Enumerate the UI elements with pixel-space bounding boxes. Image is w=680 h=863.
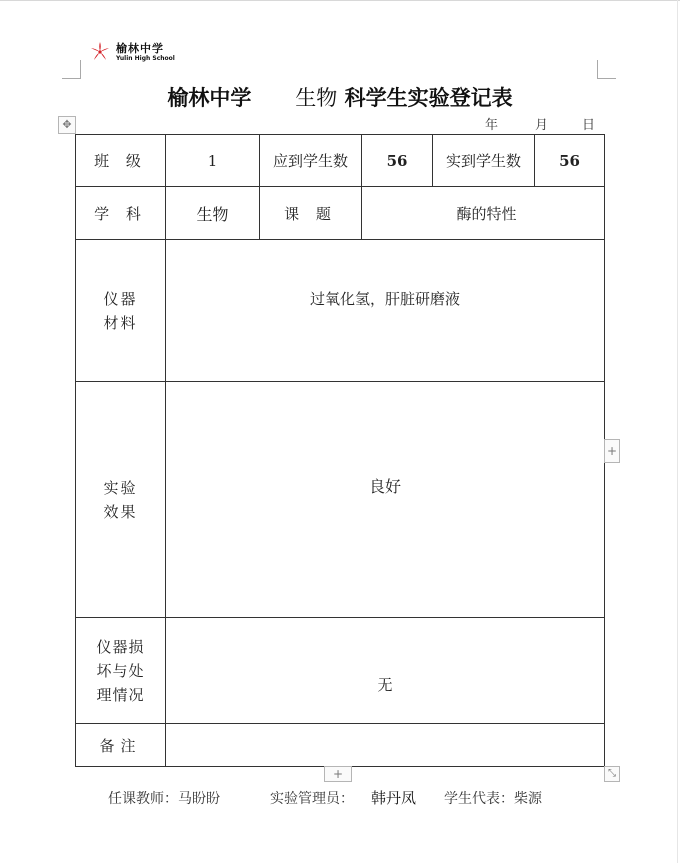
student-rep-signature: 学生代表：柴源 xyxy=(444,791,542,807)
remarks-value[interactable] xyxy=(166,724,605,767)
damage-label xyxy=(76,618,166,724)
effect-value[interactable]: 良好 xyxy=(166,382,605,618)
effect-label xyxy=(76,382,166,618)
damage-label-line-3: 理情况 xyxy=(96,685,145,704)
admin-signature-label: 实验管理员： xyxy=(270,791,354,807)
logo-chinese-name: 榆林中学 xyxy=(116,41,164,55)
class-label: 班 级 xyxy=(76,135,166,187)
table-row xyxy=(76,187,605,240)
table-row xyxy=(76,724,605,767)
table-row xyxy=(76,240,605,382)
damage-label-line-2: 坏与处 xyxy=(96,661,145,680)
actual-count-label: 实到学生数 xyxy=(433,135,535,187)
topic-label: 课 题 xyxy=(260,187,362,240)
materials-label-line-1: 仪器 xyxy=(103,289,138,308)
expected-count-value[interactable]: 56 xyxy=(362,135,433,187)
table-resize-icon[interactable]: ⤡ xyxy=(604,766,620,782)
date-month: 月 xyxy=(535,118,549,133)
registration-table xyxy=(75,134,605,767)
title-subject: 生物 xyxy=(295,86,338,110)
form-title xyxy=(0,82,680,112)
class-value[interactable]: 1 xyxy=(166,135,260,187)
remarks-label: 备注 xyxy=(76,724,166,767)
teacher-signature: 任课教师：马盼盼 xyxy=(108,791,220,807)
page-edge-right xyxy=(677,0,678,863)
title-form-name: 科学生实验登记表 xyxy=(344,86,513,110)
materials-value[interactable]: 过氧化氢，肝脏研磨液 xyxy=(166,240,605,382)
date-day: 日 xyxy=(582,118,596,133)
admin-signature-name: 韩丹凤 xyxy=(371,789,417,807)
add-column-plus-icon[interactable]: + xyxy=(604,439,620,463)
damage-label-line-1: 仪器损 xyxy=(96,637,145,656)
page-edge xyxy=(0,0,680,1)
date-year: 年 xyxy=(485,118,499,133)
table-row xyxy=(76,382,605,618)
actual-count-value[interactable]: 56 xyxy=(535,135,605,187)
subject-label: 学 科 xyxy=(76,187,166,240)
logo-english-name: Yulin High School xyxy=(116,54,175,62)
subject-value[interactable]: 生物 xyxy=(166,187,260,240)
school-emblem-icon xyxy=(88,40,112,64)
add-row-plus-icon[interactable]: + xyxy=(324,766,352,782)
margin-corner-mark-right xyxy=(597,60,616,79)
expected-count-label: 应到学生数 xyxy=(260,135,362,187)
topic-value[interactable]: 酶的特性 xyxy=(362,187,605,240)
materials-label xyxy=(76,240,166,382)
effect-label-line-1: 实验 xyxy=(103,478,138,497)
effect-label-line-2: 效果 xyxy=(103,502,138,521)
table-move-icon[interactable]: ✥ xyxy=(58,116,76,134)
title-school: 榆林中学 xyxy=(167,86,252,110)
table-row xyxy=(76,618,605,724)
margin-corner-mark-left xyxy=(62,60,81,79)
damage-value[interactable]: 无 xyxy=(166,618,605,724)
materials-label-line-2: 材料 xyxy=(103,313,138,332)
school-logo xyxy=(88,40,175,64)
table-row xyxy=(76,135,605,187)
